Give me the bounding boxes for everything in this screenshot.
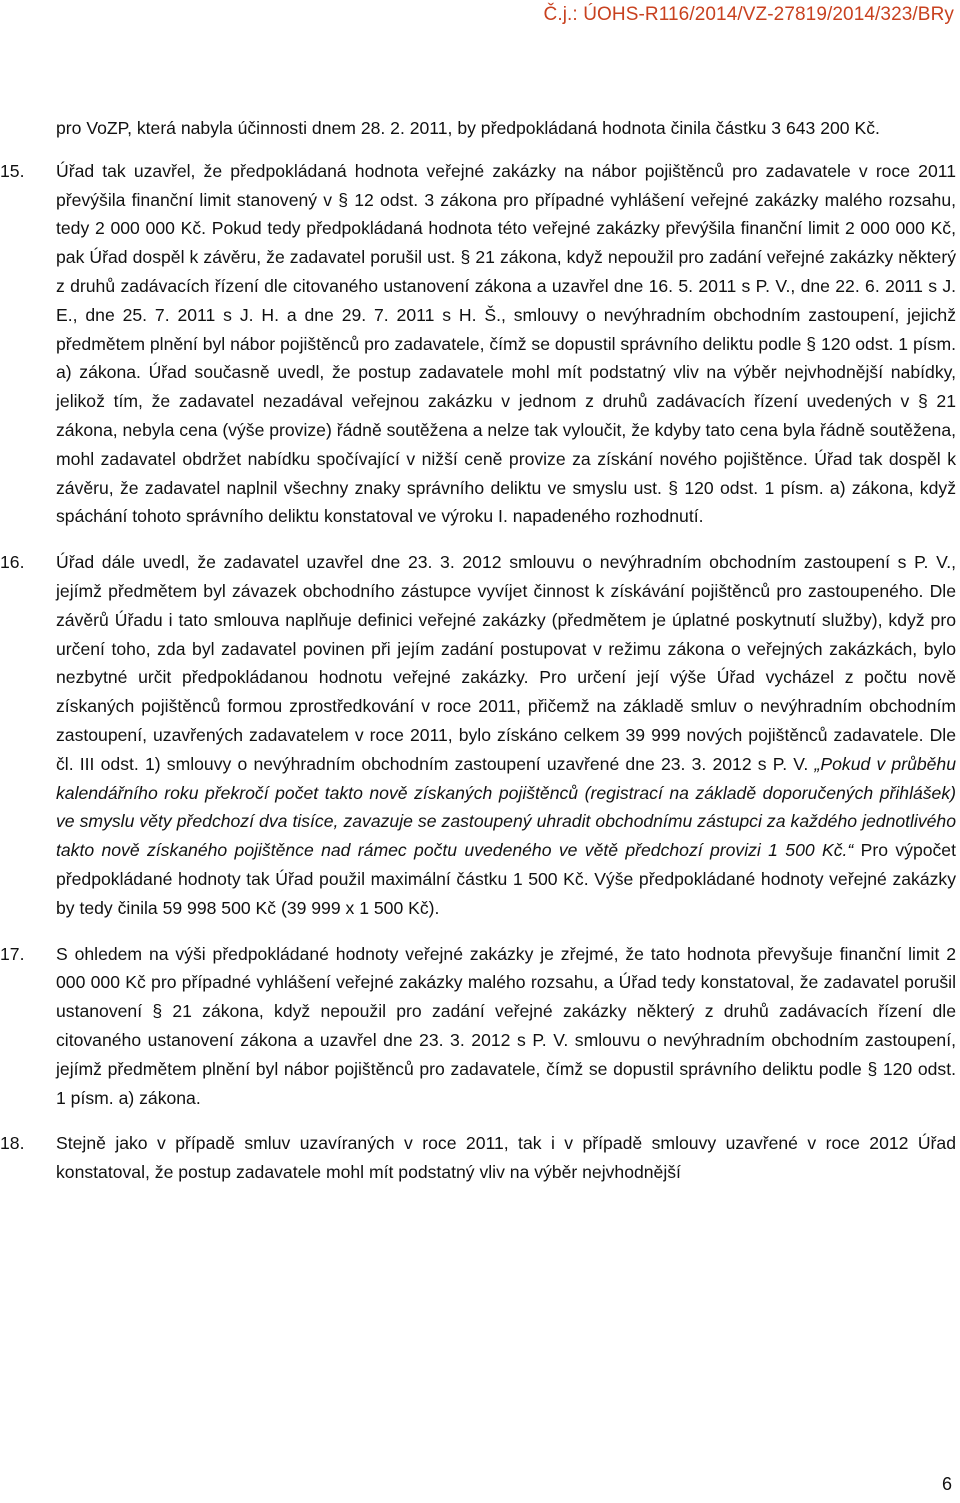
page-number: 6 — [941, 1474, 952, 1494]
paragraph-16 — [0, 548, 956, 922]
paragraph-text-continued: Pro výpočet předpokládané hodnoty tak Úřad použil maximální částku 1 500 Kč. Výše předpokládané hodnoty veřejné zakázky by tedy činila 59 998 500 Kč (39 999 x 1 500 Kč). — [56, 840, 956, 918]
paragraph-15 — [0, 157, 956, 531]
intro-paragraph: pro VoZP, která nabyla účinnosti dnem 28. 2. 2011, by předpokládaná hodnota činila částku 3 643 200 Kč. — [56, 118, 880, 138]
paragraph-text: Úřad tak uzavřel, že předpokládaná hodnota veřejné zakázky na nábor pojištěnců pro zadavatele v roce 2011 převýšila finanční limit stanovený v § 12 odst. 3 zákona pro případné vyhlášení veřejné zakázky malého rozsahu, tedy 2 000 000 Kč. Pokud tedy předpokládaná hodnota této veřejné zakázky převýšila finanční limit 2 000 000 Kč, pak Úřad dospěl k závěru, že zadavatel porušil ust. § 21 zákona, když nepoužil pro zadání veřejné zakázky některý z druhů zadávacích řízení dle citovaného ustanovení zákona a uzavřel dne 16. 5. 2011 s P. V., dne 22. 6. 2011 s J. E., dne 25. 7. 2011 s J. H. a dne 29. 7. 2011 s H. Š., smlouvy o nevýhradním obchodním zastoupení, jejichž předmětem plnění byl nábor pojištěnců pro zadavatele, čímž se dopustil správního deliktu podle § 120 odst. 1 písm. a) zákona. Úřad současně uvedl, že postup zadavatele mohl mít podstatný vliv na výběr nejvhodnější nabídky, jelikož tím, že zadavatel nezadával veřejnou zakázku v jednom z druhů zadávacích řízení uvedených v § 21 zákona, nebyla cena (výše provize) řádně soutěžena a nelze tak vyloučit, že kdyby tato cena byla řádně soutěžena, mohl zadavatel obdržet nabídku spočívající v nižší ceně provize za získání nového pojištěnce. Úřad tak dospěl k závěru, že zadavatel naplnil všechny znaky správního deliktu ve smyslu ust. § 120 odst. 1 písm. a) zákona, když spáchání tohoto správního deliktu konstatoval ve výroku I. napadeného rozhodnutí. — [56, 160, 956, 527]
paragraph-17 — [0, 940, 956, 1113]
paragraph-number: 15. — [0, 160, 25, 181]
contract-quote: „Pokud v průběhu kalendářního roku překročí počet takto nově získaných pojištěnců (registrací na základě doporučených přihlášek) ve smyslu věty předchozí dva tisíce, zavazuje se zastoupený uhradit obchodnímu zástupci za každého jednotlivého takto nově získaného pojištěnce nad rámec počtu uvedeného ve větě předchozí provizi 1 500 Kč.“ — [56, 753, 956, 861]
paragraph-number: 18. — [0, 1133, 25, 1154]
paragraph-text: Stejně jako v případě smluv uzavíraných v roce 2011, tak i v případě smlouvy uzavřené v roce 2012 Úřad konstatoval, že postup zadavatele mohl mít podstatný vliv na výběr nejvhodnější — [56, 1133, 956, 1183]
paragraph-text: S ohledem na výši předpokládané hodnoty veřejné zakázky je zřejmé, že tato hodnota převyšuje finanční limit 2 000 000 Kč pro případné vyhlášení veřejné zakázky malého rozsahu, a Úřad tedy konstatoval, že zadavatel porušil ustanovení § 21 zákona, když nepoužil pro zadání veřejné zakázky některý z druhů zadávacích řízení dle citovaného ustanovení zákona a uzavřel dne 23. 3. 2012 s P. V. smlouvu o nevýhradním obchodním zastoupení, jejímž předmětem plnění byl nábor pojištěnců pro zadavatele, čímž se dopustil správního deliktu podle § 120 odst. 1 písm. a) zákona. — [56, 943, 956, 1108]
paragraph-number: 16. — [0, 552, 25, 573]
paragraph-18 — [0, 1129, 956, 1187]
paragraph-text: Úřad dále uvedl, že zadavatel uzavřel dne 23. 3. 2012 smlouvu o nevýhradním obchodním zastoupení s P. V., jejímž předmětem byl závazek obchodního zástupce vyvíjet činnost k získávání pojištěnců pro zastoupeného. Dle závěrů Úřadu i tato smlouva naplňuje definici veřejné zakázky (předmětem je úplatné poskytnutí služby), když pro určení toho, zda byl zadavatel povinen při jejím zadání postupovat v režimu zákona o veřejných zakázkách, bylo nezbytné určit předpokládanou hodnotu veřejné zakázky. Pro určení její výše Úřad vycházel z počtu nově získaných pojištěnců formou zprostředkování v roce 2011, přičemž na základě smluv o nevýhradním obchodním zastoupení, uzavřených zadavatelem v roce 2011, bylo získáno celkem 39 999 nových pojištěnců zadavatele. Dle čl. III odst. 1) smlouvy o nevýhradním obchodním zastoupení uzavřené dne 23. 3. 2012 s P. V. — [56, 552, 956, 774]
paragraph-number: 17. — [0, 943, 25, 964]
document-body — [0, 114, 956, 1204]
document-reference-number: Č.j.: ÚOHS-R116/2014/VZ-27819/2014/323/BRy — [543, 4, 954, 25]
